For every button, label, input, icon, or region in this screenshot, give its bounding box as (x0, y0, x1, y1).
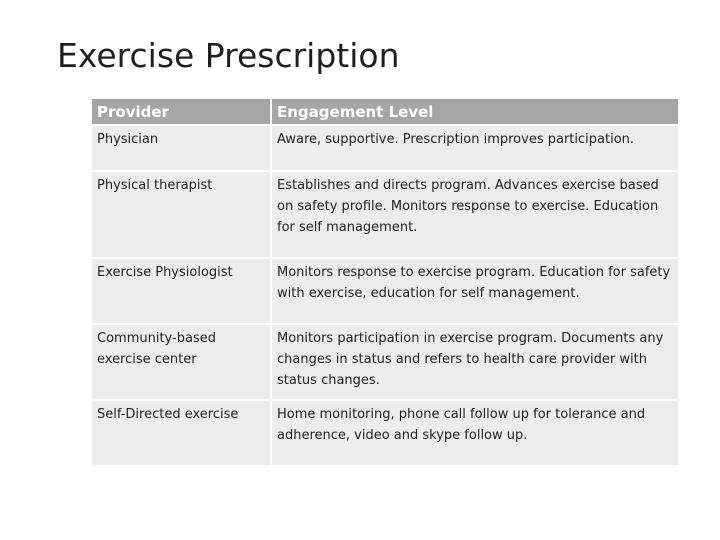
provider-cell (92, 324, 271, 400)
table-header-row (92, 99, 678, 125)
table-row (92, 400, 678, 466)
engagement-cell (271, 171, 678, 258)
slide-title: Exercise Prescription (57, 36, 400, 75)
provider-cell (92, 400, 271, 466)
engagement-text: Monitors participation in exercise program. Documents any changes in status and refers to health care provider with status changes. (277, 331, 664, 388)
engagement-text: Aware, supportive. Prescription improves participation. (277, 132, 635, 147)
table-row (92, 324, 678, 400)
engagement-table-container (92, 99, 678, 467)
engagement-text: Monitors response to exercise program. Education for safety with exercise, education for self management. (277, 265, 671, 301)
engagement-cell (271, 125, 678, 171)
header-engagement-level: Engagement Level (271, 99, 678, 125)
engagement-cell (271, 258, 678, 324)
engagement-cell (271, 324, 678, 400)
provider-text: Exercise Physiologist (97, 265, 233, 280)
engagement-cell (271, 400, 678, 466)
engagement-table (92, 99, 678, 467)
provider-cell (92, 125, 271, 171)
provider-cell (92, 258, 271, 324)
header-provider: Provider (92, 99, 271, 125)
provider-text: Self-Directed exercise (97, 407, 239, 422)
table-row (92, 171, 678, 258)
engagement-text: Home monitoring, phone call follow up for tolerance and adherence, video and skype follow up. (277, 407, 646, 443)
provider-text: Physician (97, 132, 159, 147)
provider-text: Community-based exercise center (97, 331, 216, 367)
provider-text: Physical therapist (97, 178, 213, 193)
engagement-text: Establishes and directs program. Advances exercise based on safety profile. Monitors response to exercise. Education for self management. (277, 178, 659, 235)
table-row (92, 258, 678, 324)
provider-cell (92, 171, 271, 258)
table-row (92, 125, 678, 171)
